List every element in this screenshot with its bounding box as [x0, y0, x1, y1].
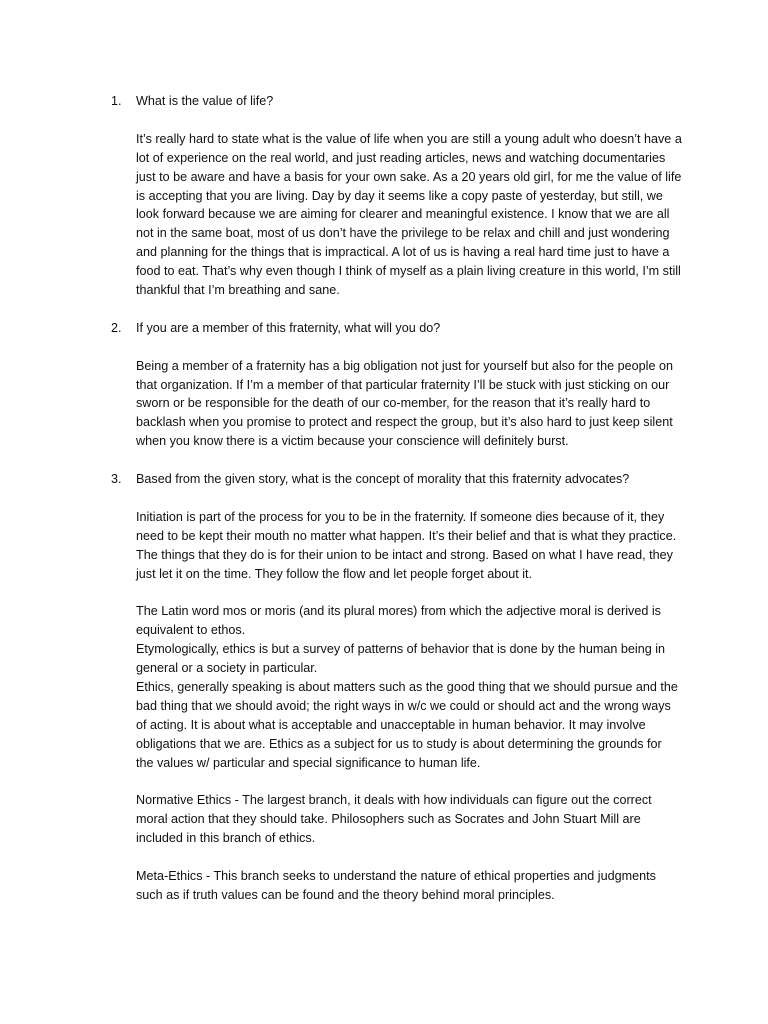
question-number: 2. — [111, 320, 122, 335]
question-text: What is the value of life? — [136, 94, 274, 108]
question-3 — [111, 470, 682, 489]
answer-2 — [136, 357, 682, 452]
meta-ethics-paragraph: Meta-Ethics - This branch seeks to understand the nature of ethical properties and judgments such as if truth values can be found and the theory behind moral principles. — [136, 869, 656, 902]
answer-paragraph: It’s really hard to state what is the value of life when you are still a young adult who doesn’t have a lot of experience on the real world, and just reading articles, news and watching documentaries just to be aware and have a basis for your own sake. As a 20 years old girl, for me the value of life is accepting that you are living. Day by day it seems like a copy paste of yesterday, but still, we look forward because we are aiming for clearer and meaningful existence. I know that we are all not in the same boat, most of us don’t have the privilege to be relax and chill and just wondering and planning for the things that is impractical. A lot of us is having a real hard time just to have a food to eat. That’s why even though I think of myself as a plain living creature in this world, I’m still thankful that I’m breathing and sane. — [136, 131, 682, 298]
question-number: 3. — [111, 472, 122, 487]
question-text: If you are a member of this fraternity, what will you do? — [136, 320, 441, 335]
ethics-definition-paragraph: Ethics, generally speaking is about matters such as the good thing that we should pursue and the bad thing that we should avoid; the right ways in w/c we could or should act and the wrong ways of acting. It is about what is acceptable and unacceptable in human behavior. It may involve obligations that we are. Ethics as a subject for us to study is about determining the grounds for the values w/ particular and special significance to human life. — [136, 680, 678, 770]
meta-ethics-block — [136, 867, 682, 905]
answer-3 — [136, 508, 682, 584]
answer-1 — [136, 130, 682, 300]
question-1 — [111, 92, 682, 111]
normative-ethics-block — [136, 791, 682, 848]
question-number: 1. — [111, 94, 122, 108]
question-2 — [111, 319, 682, 338]
question-text: Based from the given story, what is the concept of morality that this fraternity advocates? — [136, 472, 630, 487]
latin-origin-paragraph: The Latin word mos or moris (and its plural mores) from which the adjective moral is derived is equivalent to ethos. — [136, 604, 661, 638]
normative-ethics-paragraph: Normative Ethics - The largest branch, it deals with how individuals can figure out the correct moral action that they should take. Philosophers such as Socrates and John Stuart Mill are included in this branch of ethics. — [136, 793, 652, 846]
answer-paragraph: Being a member of a fraternity has a big obligation not just for yourself but also for the people on that organization. If I’m a member of that particular fraternity I’ll be stuck with just sticking on our sworn or be responsible for the death of our co-member, for the reason that it’s really hard to backlash when you promise to protect and respect the group, but it’s also hard to just keep silent when you know there is a victim because your conscience will definitely burst. — [136, 358, 673, 449]
etymology-paragraph: Etymologically, ethics is but a survey of patterns of behavior that is done by the human being in general or a society in particular. — [136, 642, 665, 676]
ethics-definitions-block — [136, 602, 682, 772]
answer-paragraph: Initiation is part of the process for you to be in the fraternity. If someone dies because of it, they need to be kept their mouth no matter what happen. It’s their belief and that is what they practice. The things that they do is for their union to be intact and strong. Based on what I have read, they just let it on the time. They follow the flow and let people forget about it. — [136, 509, 677, 581]
